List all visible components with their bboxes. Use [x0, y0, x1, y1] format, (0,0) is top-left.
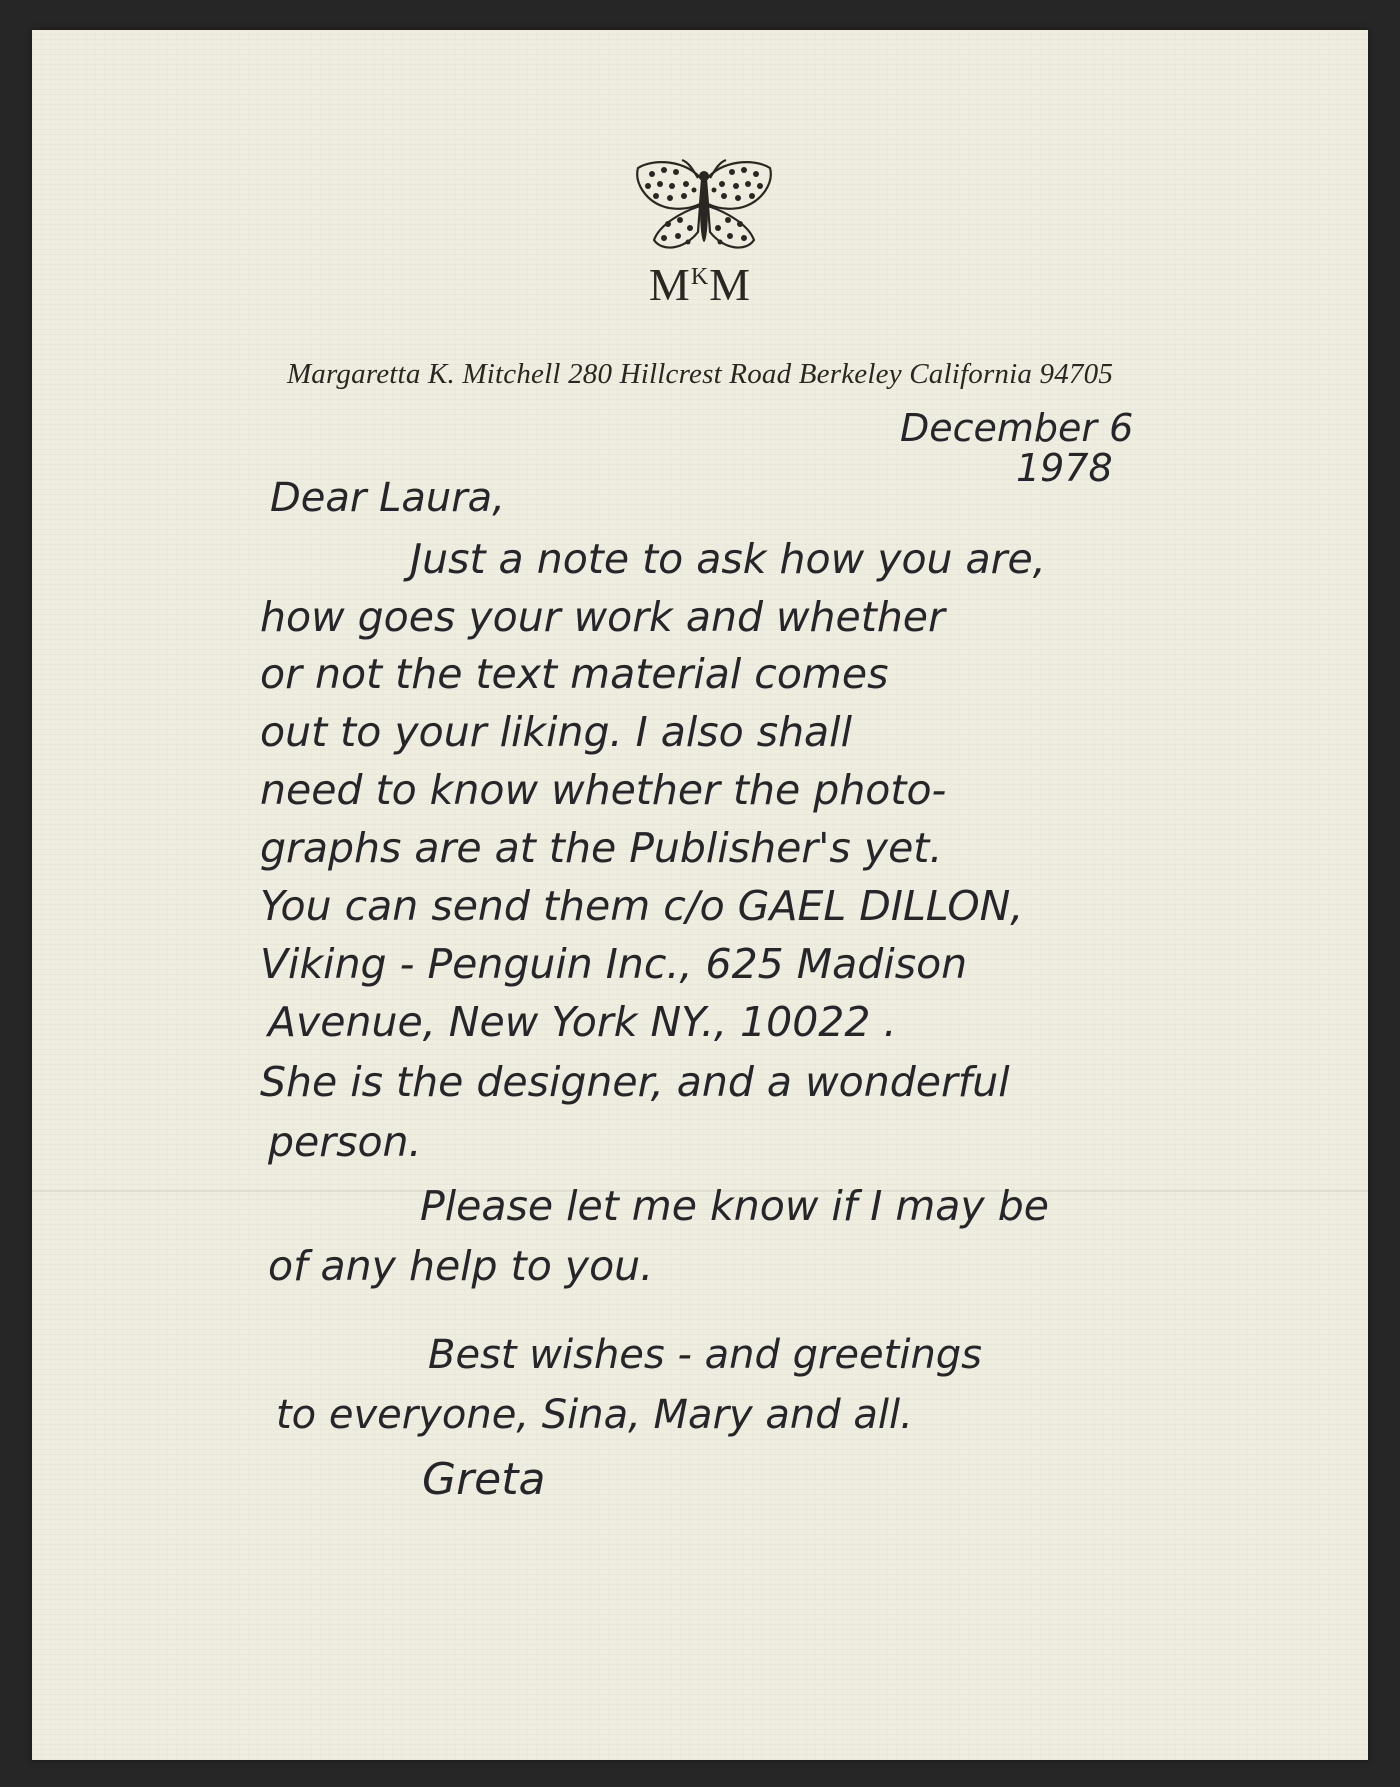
letter-salutation: Dear Laura,	[270, 475, 505, 521]
body-line: Avenue, New York NY., 10022 .	[268, 998, 897, 1046]
body-line: Please let me know if I may be	[420, 1182, 1049, 1230]
monogram-letter-k: K	[690, 264, 710, 290]
body-line: or not the text material comes	[260, 650, 889, 698]
signature: Greta	[422, 1454, 546, 1505]
letterhead-address: Margaretta K. Mitchell 280 Hillcrest Road Berkeley California 94705	[286, 358, 1114, 390]
letter-date-month: December 6	[900, 406, 1134, 450]
body-line: out to your liking. I also shall	[260, 708, 852, 756]
body-line: You can send them c/o GAEL DILLON,	[260, 882, 1024, 930]
body-line: Just a note to ask how you are,	[410, 535, 1046, 583]
body-line: person.	[268, 1118, 422, 1166]
letter-date-year: 1978	[1016, 446, 1113, 490]
monogram	[32, 258, 1368, 311]
body-line: graphs are at the Publisher's yet.	[260, 824, 943, 872]
body-line: how goes your work and whether	[260, 593, 945, 641]
letter-page	[32, 30, 1368, 1760]
monogram-letter-m2: M	[709, 259, 752, 310]
closing-line: to everyone, Sina, Mary and all.	[276, 1392, 913, 1438]
closing-line: Best wishes - and greetings	[428, 1332, 983, 1378]
body-line: Viking - Penguin Inc., 625 Madison	[260, 940, 968, 988]
body-line: of any help to you.	[268, 1242, 654, 1290]
monogram-letter-m: M	[648, 259, 691, 310]
butterfly-icon	[632, 158, 776, 264]
body-line: She is the designer, and a wonderful	[260, 1058, 1010, 1106]
body-line: need to know whether the photo-	[260, 766, 947, 814]
